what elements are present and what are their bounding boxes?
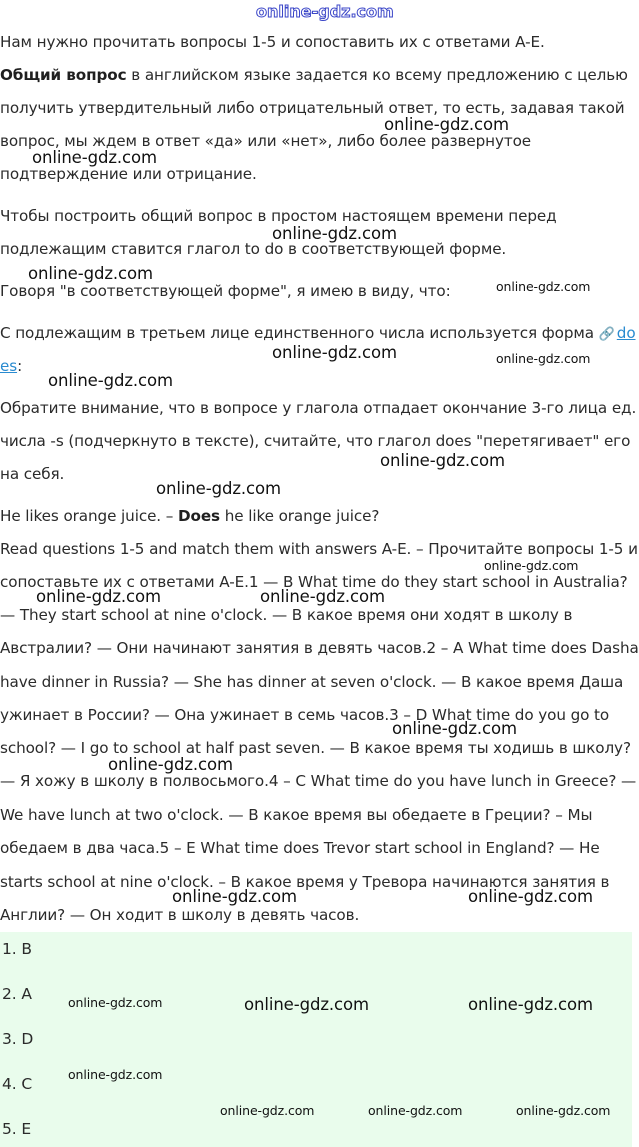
answer-3: 3. D (2, 1030, 34, 1048)
watermark: online-gdz.com (28, 264, 153, 283)
task-line-3: — They start school at nine o'clock. — В какое время они ходят в школу в (0, 606, 573, 624)
watermark: online-gdz.com (496, 279, 591, 294)
term-general-question: Общий вопрос (0, 66, 127, 84)
paragraph-build-line-2: подлежащим ставится глагол to do в соответствующей форме. (0, 240, 507, 258)
paragraph-example (0, 507, 379, 525)
watermark: online-gdz.com (260, 587, 385, 606)
task-line-5: have dinner in Russia? — She has dinner at seven o'clock. — В какое время Даша (0, 673, 624, 691)
watermark: online-gdz.com (32, 148, 157, 167)
task-line-11: starts school at nine o'clock. – В какое время у Тревора начинаются занятия в (0, 873, 610, 891)
paragraph-third-person-line-2 (0, 357, 22, 375)
watermark: online-gdz.com (68, 995, 163, 1010)
watermark: online-gdz.com (220, 1103, 315, 1118)
watermark: online-gdz.com (368, 1103, 463, 1118)
paragraph-general-question-line-1 (0, 66, 628, 84)
watermark: online-gdz.com (272, 224, 397, 243)
paragraph-attention-line-2: числа -s (подчеркнуто в тексте), считайте, что глагол does "перетягивает" его (0, 432, 631, 450)
task-line-1: Read questions 1-5 and match them with answers A-E. – Прочитайте вопросы 1-5 и (0, 540, 638, 558)
watermark: online-gdz.com (496, 351, 591, 366)
watermark: online-gdz.com (108, 755, 233, 774)
watermark: online-gdz.com (36, 587, 161, 606)
does-link-part-1[interactable]: do (616, 324, 636, 342)
answer-4: 4. C (2, 1075, 33, 1093)
paragraph-attention-line-3: на себя. (0, 465, 65, 483)
link-icon: 🔗 (598, 327, 615, 342)
watermark: online-gdz.com (516, 1103, 611, 1118)
watermark: online-gdz.com (484, 558, 579, 573)
header-watermark: online-gdz.com (256, 2, 394, 21)
paragraph-saying: Говоря "в соответствующей форме", я имею в виду, что: (0, 282, 451, 300)
task-line-12: Англии? — Он ходит в школу в девять часов. (0, 906, 360, 924)
example-question: he like orange juice? (219, 507, 380, 525)
task-line-2: сопоставьте их с ответами A-E.1 — B What time do they start school in Australia? (0, 573, 628, 591)
paragraph-third-person-line-1 (0, 324, 636, 342)
paragraph-attention-line-1: Обратите внимание, что в вопросе у глагола отпадает окончание 3-го лица ед. (0, 399, 637, 417)
paragraph-general-question-line-2: получить утвердительный либо отрицательный ответ, то есть, задавая такой (0, 99, 625, 117)
example-statement: He likes orange juice. – (0, 507, 178, 525)
watermark: online-gdz.com (156, 479, 281, 498)
answer-2: 2. A (2, 985, 32, 1003)
third-person-text: С подлежащим в третьем лице единственного числа используется форма (0, 324, 599, 342)
paragraph-general-question-line-3: вопрос, мы ждем в ответ «да» или «нет», либо более развернутое (0, 132, 532, 150)
does-link-part-2[interactable]: es (0, 357, 18, 375)
task-line-7: school? — I go to school at half past seven. — В какое время ты ходишь в школу? (0, 739, 631, 757)
answer-5: 5. E (2, 1120, 32, 1138)
watermark: online-gdz.com (392, 719, 517, 738)
paragraph-build-line-1: Чтобы построить общий вопрос в простом настоящем времени перед (0, 207, 557, 225)
watermark: online-gdz.com (384, 115, 509, 134)
task-line-10: обедаем в два часа.5 – E What time does Trevor start school in England? — He (0, 839, 600, 857)
paragraph-intro: Нам нужно прочитать вопросы 1-5 и сопоставить их с ответами A-E. (0, 33, 545, 51)
watermark: online-gdz.com (244, 995, 369, 1014)
task-line-4: Австралии? — Они начинают занятия в девять часов.2 – A What time does Dasha (0, 639, 639, 657)
task-line-8: — Я хожу в школу в полвосьмого.4 – C What time do you have lunch in Greece? — (0, 772, 637, 790)
watermark: online-gdz.com (468, 995, 593, 1014)
watermark: online-gdz.com (172, 887, 297, 906)
watermark: online-gdz.com (48, 371, 173, 390)
watermark: online-gdz.com (68, 1067, 163, 1082)
task-line-6: ужинает в России? — Она ужинает в семь часов.3 – D What time do you go to (0, 706, 610, 724)
task-line-9: We have lunch at two o'clock. — В какое время вы обедаете в Греции? – Мы (0, 806, 593, 824)
paragraph-general-question-line-4: подтверждение или отрицание. (0, 165, 257, 183)
watermark: online-gdz.com (380, 451, 505, 470)
example-does: Does (178, 507, 220, 525)
watermark: online-gdz.com (272, 343, 397, 362)
general-question-text: в английском языке задается ко всему предложению с целью (126, 66, 628, 84)
answer-1: 1. B (2, 940, 32, 958)
colon-text: : (17, 357, 23, 375)
watermark: online-gdz.com (468, 887, 593, 906)
